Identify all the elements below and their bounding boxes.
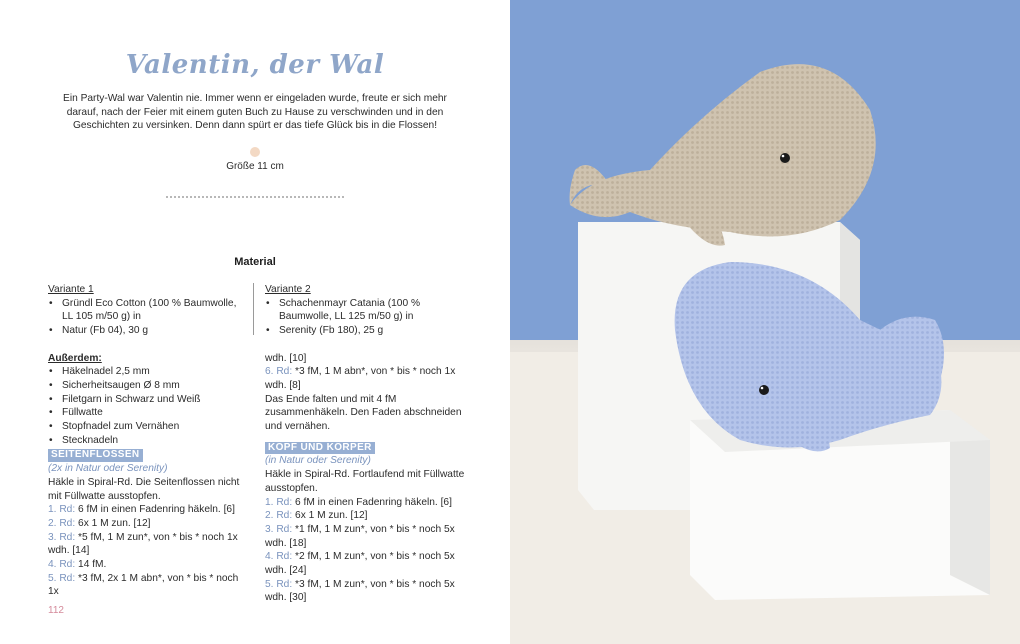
- round-row: 5. Rd: *3 fM, 2x 1 M abn*, von * bis * noch 1x: [48, 572, 239, 598]
- ending-text: Das Ende falten und mit 4 fM zusammenhäkeln. Den Faden abschneiden und vernähen.: [265, 393, 462, 433]
- intro-text: Ein Party-Wal war Valentin nie. Immer wenn er eingeladen wurde, freute er sich mehr darauf, nach der Feier mit einem guten Buch zu Hause zu verschwinden und in den Geschichten zu versinken. Denn dann spürt er das tiefe Glück bis in die Flossen!: [63, 93, 447, 132]
- list-item: • Stopfnadel zum Vernähen: [48, 420, 243, 434]
- round-row: 4. Rd: 14 fM.: [48, 559, 107, 571]
- continuation-line: wdh. [10]: [265, 352, 307, 364]
- round-row: 2. Rd: 6x 1 M zun. [12]: [48, 517, 151, 529]
- variante2-list: [265, 297, 470, 338]
- page-number: 112: [48, 605, 64, 616]
- round-row: 1. Rd: 6 fM in einen Fadenring häkeln. [6]: [265, 496, 452, 508]
- list-item: • Natur (Fb 04), 30 g: [48, 324, 243, 338]
- ausserdem-title: Außerdem:: [48, 352, 102, 364]
- section-title-kopf: KOPF UND KÖRPER: [265, 442, 375, 455]
- round-row: 2. Rd: 6x 1 M zun. [12]: [265, 510, 368, 522]
- section-text: Häkle in Spiral-Rd. Die Seitenflossen nicht mit Füllwatte ausstopfen.: [48, 476, 240, 502]
- column-right: [265, 283, 470, 605]
- list-item: • Filetgarn in Schwarz und Weiß: [48, 393, 243, 407]
- material-heading: Material: [234, 256, 276, 268]
- size-label: Größe 11 cm: [226, 161, 284, 172]
- round-row: 5. Rd: *3 fM, 1 M zun*, von * bis * noch 5x wdh. [30]: [265, 578, 455, 604]
- photo-page: [510, 0, 1020, 644]
- section-text: Häkle in Spiral-Rd. Fortlaufend mit Füllwatte ausstopfen.: [265, 469, 465, 494]
- list-item: • Gründl Eco Cotton (100 % Baumwolle, LL 105 m/50 g) in: [48, 297, 243, 324]
- round-row: 3. Rd: *1 fM, 1 M zun*, von * bis * noch 5x wdh. [18]: [265, 523, 455, 549]
- round-row: 3. Rd: *5 fM, 1 M zun*, von * bis * noch 1x wdh. [14]: [48, 531, 238, 557]
- variante1-title: Variante 1: [48, 284, 94, 295]
- section-note: (2x in Natur oder Serenity): [48, 463, 168, 475]
- round-row: 6. Rd: *3 fM, 1 M abn*, von * bis * noch 1x wdh. [8]: [265, 366, 456, 391]
- variante2-title: Variante 2: [265, 284, 311, 295]
- ausserdem-list: [48, 365, 243, 447]
- page-title: Valentin, der Wal: [125, 50, 385, 80]
- dotted-divider: [166, 196, 344, 198]
- section-note: (in Natur oder Serenity): [265, 455, 371, 467]
- variante1-list: [48, 297, 243, 338]
- list-item: • Stecknadeln: [48, 434, 243, 448]
- list-item: • Schachenmayr Catania (100 % Baumwolle, LL 125 m/50 g) in: [265, 297, 470, 324]
- list-item: • Sicherheitsaugen Ø 8 mm: [48, 379, 243, 393]
- list-item: • Häkelnadel 2,5 mm: [48, 365, 243, 379]
- column-separator: [253, 283, 254, 335]
- round-row: 4. Rd: *2 fM, 1 M zun*, von * bis * noch 5x wdh. [24]: [265, 551, 455, 577]
- beige-whale: [570, 64, 876, 246]
- list-item: • Füllwatte: [48, 406, 243, 420]
- section-title-seitenflossen: SEITENFLOSSEN: [48, 449, 143, 462]
- column-left: [48, 283, 243, 599]
- whale-photo: [510, 0, 1020, 644]
- round-row: 1. Rd: 6 fM in einen Fadenring häkeln. [6]: [48, 504, 235, 516]
- size-dot-icon: [250, 147, 260, 157]
- list-item: • Serenity (Fb 180), 25 g: [265, 324, 470, 338]
